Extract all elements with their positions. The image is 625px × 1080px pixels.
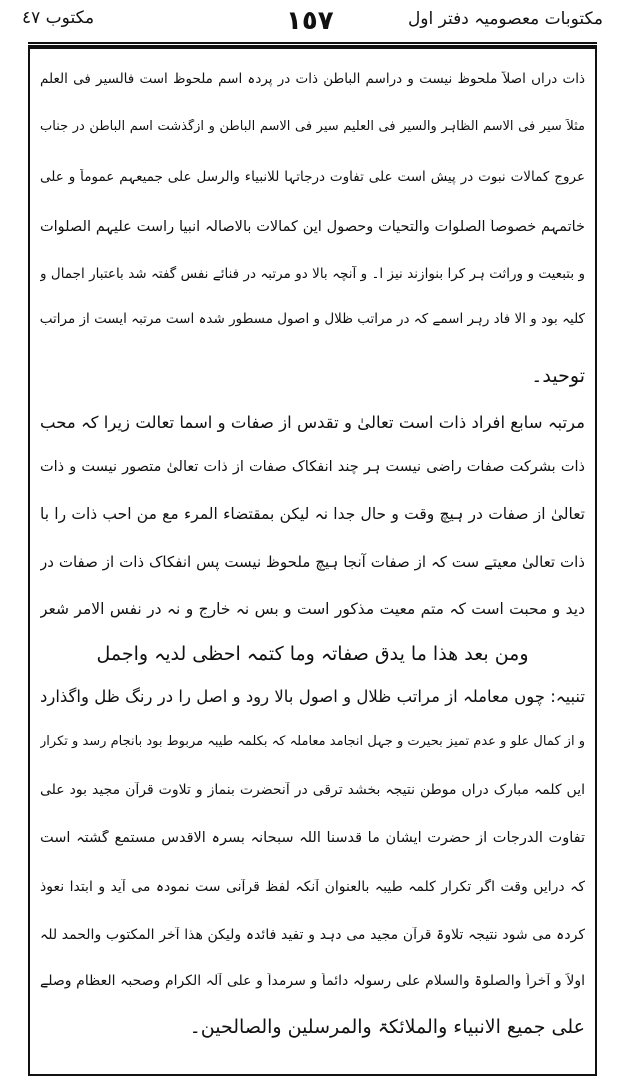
verse-line: ومن بعد ھذا ما یدق صفاتہ وما کتمہ احظی لدیہ واجمل	[96, 643, 529, 665]
text-line: علی جمیع الانبیاء والملائکۃ والمرسلین والصالحین۔	[189, 1016, 585, 1038]
text-line: و از کمال علو و عدم تمیز بحیرت و جہل انجامد معاملہ کہ بکلمہ طیبہ مربوط بود بانجام رسد و تکرار	[40, 734, 585, 749]
text-line: و بتبعیت و وراثت ہر کرا بنوازند نیز ا۔ و آنچہ بالا دو مرتبہ در فنائے نفس گفتہ شد باعتبار اجمال و	[40, 266, 585, 282]
text-line: خاتمہم خصوصاً الصلوات والتحیات وحصول این کمالات بالاصالہ انبیا راست علیہم الصلوات	[40, 219, 585, 235]
text-line: تفاوت الدرجات از حضرت ایشان ما قدسنا اللہ سبحانہ بسرہ الاقدس مستمع گشتہ است	[40, 830, 585, 846]
header-rule-top	[28, 42, 597, 44]
page-number: ١٥٧	[286, 6, 334, 36]
text-frame	[28, 47, 597, 1076]
text-line: تعالیٰ از صفات در ہیچ وقت و حال جدا نہ لیکن بمقتضاء المرء مع من احب ذات را با	[40, 505, 585, 523]
running-title: مکتوبات معصومیہ دفتر اول	[407, 9, 603, 29]
text-line: کردہ می شود نتیجہ تلاوۃ قرآن مجید می دہد و تفید فائدہ ولیکن ھذا آخر المکتوب والحمد للہ	[40, 927, 585, 943]
text-line: اولاً و آخراً والصلوۃ والسلام علی رسولہ دائماً و سرمداً و علی آلہ الکرام وصحبہ العظام وصلے	[40, 973, 585, 989]
text-line: ایں کلمہ مبارک دراں موطن نتیجہ بخشد ترقی در آنحضرت بنماز و تلاوت قرآن مجید بود علی	[40, 782, 585, 798]
text-line: توحید۔	[531, 365, 585, 387]
text-line: دید و محبت است کہ متم معیت مذکور است و بس نہ خارج و نہ در نفس الامر شعر	[40, 600, 585, 618]
text-line: ذات بشرکت صفات راضی نیست ہر چند انفکاک صفات از ذات تعالیٰ متصور نیست و ذات	[40, 459, 585, 475]
text-line: تنبیہ: چوں معاملہ از مراتب ظلال و اصول بالا رود و اصل را در رنگ ظل واگذارد	[40, 687, 585, 706]
text-line: ذات دراں اصلاً ملحوظ نیست و دراسم الباطن ذات در پردہ اسم ملحوظ است فالسیر فی العلم	[40, 71, 585, 87]
text-line: مرتبہ سابع افراد ذات است تعالیٰ و تقدس از صفات و اسما تعالت زیرا کہ محب	[40, 413, 585, 432]
text-line: کلیہ بود و الا فاد رہر اسمے کہ در مراتب ظلال و اصول مسطور شدہ است مرتبہ ایست از مراتب	[40, 311, 585, 327]
text-line: مثلاً سیر فی الاسم الظاہر والسیر فی العلیم سیر فی الاسم الباطن و ازگذشت اسم الباطن در جناب	[40, 119, 585, 134]
text-line: کہ درایں وقت اگر تکرار کلمہ طیبہ بالعنوان آنکہ لفظ قرآنی ست نمودہ می آید و ابتدا نعوذ	[40, 879, 585, 895]
letter-number: مکتوب ٤٧	[22, 8, 95, 28]
text-line: عروج کمالات نبوت در پیش است علی تفاوت درجاتہا للانبیاء والرسل علی جمیعہم عموماً و علی	[40, 169, 585, 185]
text-line: ذات تعالیٰ معیتے ست کہ از صفات آنجا ہیچ ملحوظ نیست پس انفکاک ذات از صفات در	[40, 553, 585, 571]
